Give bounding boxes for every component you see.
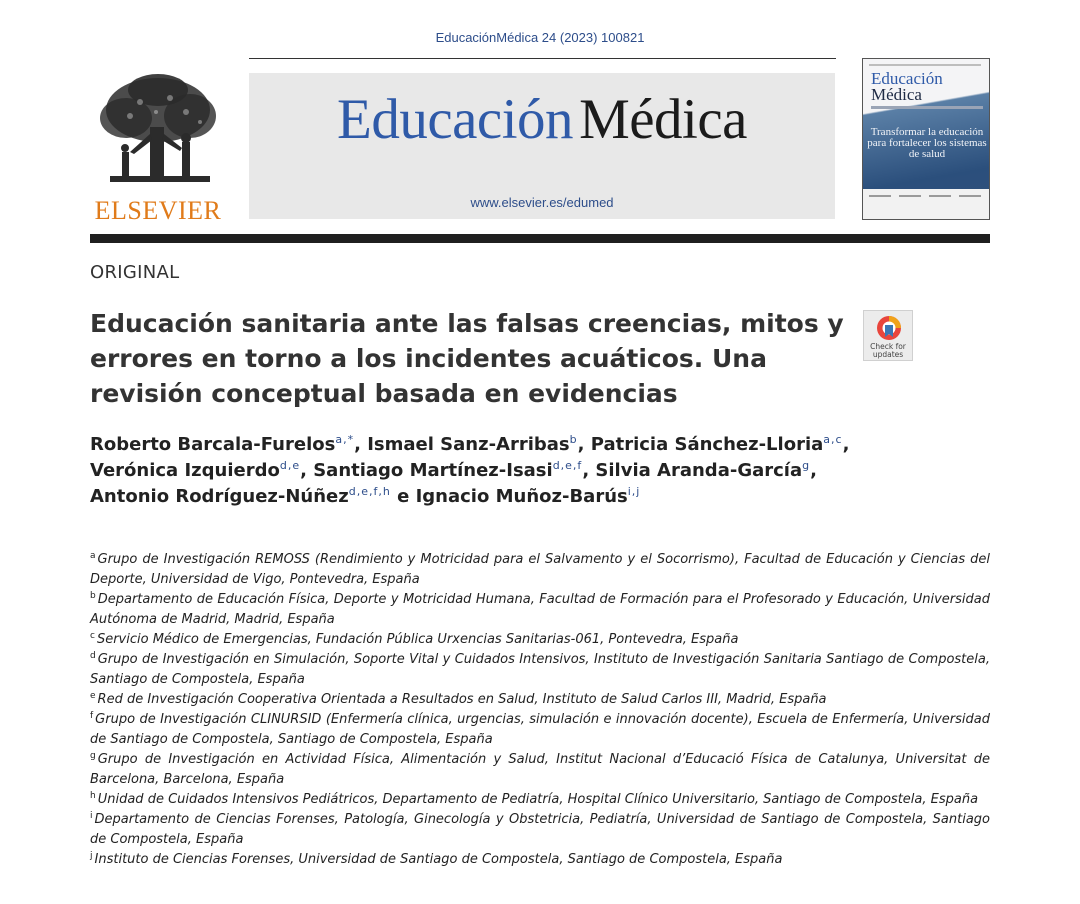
author-name[interactable]: Patricia Sánchez-Lloria bbox=[590, 434, 824, 455]
affiliation-key: d bbox=[90, 651, 96, 661]
affiliation-key: h bbox=[90, 791, 96, 801]
affiliation-item bbox=[90, 550, 990, 590]
author-affiliation-marker[interactable]: d,e,f bbox=[552, 459, 583, 472]
author-affiliation-marker[interactable]: g bbox=[802, 459, 811, 472]
elsevier-tree-icon bbox=[90, 72, 226, 192]
journal-url-link[interactable]: www.elsevier.es/edumed bbox=[470, 195, 614, 210]
affiliation-text: Grupo de Investigación REMOSS (Rendimiento y Motricidad para el Salvamento y el Socorrismo), Facultad de Educación y Ciencias del Deporte, Universidad de Vigo, Pontevedra, España bbox=[90, 552, 990, 587]
affiliation-key: a bbox=[90, 551, 96, 561]
cover-title-line2: Médica bbox=[871, 85, 922, 104]
affiliation-text: Departamento de Ciencias Forenses, Patología, Ginecología y Obstetricia, Pediatría, Universidad de Santiago de Compostela, Santiago de Compostela, España bbox=[90, 812, 990, 847]
author-affiliation-marker[interactable]: b bbox=[569, 433, 578, 446]
author-separator: , bbox=[810, 460, 817, 481]
author-name[interactable]: Verónica Izquierdo bbox=[90, 460, 280, 481]
affiliation-item bbox=[90, 710, 990, 750]
cover-headline: Transformar la educación para fortalecer los sistemas de salud bbox=[867, 126, 987, 160]
author-name[interactable]: Roberto Barcala-Furelos bbox=[90, 434, 336, 455]
cover-title bbox=[871, 71, 943, 103]
journal-citation[interactable]: EducaciónMédica 24 (2023) 100821 bbox=[435, 30, 645, 45]
author-separator: , bbox=[300, 460, 314, 481]
author-name[interactable]: Antonio Rodríguez-Núñez bbox=[90, 486, 349, 507]
header-thick-rule bbox=[90, 234, 990, 243]
cover-subtitle-bar bbox=[871, 106, 983, 109]
affiliation-text: Grupo de Investigación en Simulación, Soporte Vital y Cuidados Intensivos, Instituto de Investigación Sanitaria Santiago de Compostela, Santiago de Compostela, España bbox=[90, 652, 990, 687]
header-divider bbox=[249, 58, 836, 59]
check-for-updates-button[interactable] bbox=[863, 310, 913, 361]
affiliation-item bbox=[90, 690, 990, 710]
affiliation-item bbox=[90, 810, 990, 850]
journal-banner bbox=[249, 73, 835, 219]
affiliation-text: Departamento de Educación Física, Deporte y Motricidad Humana, Facultad de Formación para el Profesorado y Educación, Universidad Autónoma de Madrid, Madrid, España bbox=[90, 592, 990, 627]
affiliation-key: f bbox=[90, 711, 94, 721]
author-affiliation-marker[interactable]: i,j bbox=[627, 485, 641, 498]
author-name[interactable]: Ignacio Muñoz-Barús bbox=[415, 486, 628, 507]
article-type: ORIGINAL bbox=[90, 262, 180, 283]
elsevier-wordmark: ELSEVIER bbox=[94, 196, 222, 225]
affiliation-item bbox=[90, 750, 990, 790]
cover-top-rule bbox=[869, 64, 981, 66]
affiliation-item bbox=[90, 590, 990, 630]
author-name[interactable]: Santiago Martínez-Isasi bbox=[313, 460, 553, 481]
crossmark-icon bbox=[876, 315, 902, 343]
cover-footer bbox=[863, 189, 990, 219]
affiliation-item bbox=[90, 650, 990, 690]
check-for-updates-label: Check for updates bbox=[870, 342, 906, 359]
author-separator: e bbox=[390, 486, 416, 507]
journal-title-part-1: Educación bbox=[337, 88, 574, 151]
affiliation-text: Unidad de Cuidados Intensivos Pediátricos, Departamento de Pediatría, Hospital Clínico Universitario, Santiago de Compostela, España bbox=[97, 792, 979, 807]
affiliation-key: b bbox=[90, 591, 96, 601]
affiliation-key: e bbox=[90, 691, 96, 701]
journal-title bbox=[249, 87, 835, 152]
cover-title-line1: Educación bbox=[871, 69, 943, 88]
affiliation-text: Instituto de Ciencias Forenses, Universidad de Santiago de Compostela, Santiago de Compostela, España bbox=[94, 852, 783, 867]
author-separator: , bbox=[354, 434, 368, 455]
author-affiliation-marker[interactable]: d,e bbox=[279, 459, 301, 472]
affiliation-key: j bbox=[90, 851, 93, 861]
affiliation-item bbox=[90, 790, 990, 810]
author-separator: , bbox=[582, 460, 596, 481]
affiliation-item bbox=[90, 850, 990, 870]
journal-cover-thumbnail[interactable] bbox=[862, 58, 990, 220]
author-affiliation-marker[interactable]: d,e,f,h bbox=[348, 485, 391, 498]
affiliation-key: g bbox=[90, 751, 96, 761]
affiliation-text: Servicio Médico de Emergencias, Fundación Pública Urxencias Sanitarias-061, Pontevedra, España bbox=[96, 632, 739, 647]
author-affiliation-marker[interactable]: a,* bbox=[335, 433, 355, 446]
author-separator: , bbox=[577, 434, 591, 455]
journal-title-part-2: Médica bbox=[579, 88, 747, 151]
affiliation-key: c bbox=[90, 631, 95, 641]
affiliation-key: i bbox=[90, 811, 93, 821]
affiliation-list bbox=[90, 550, 990, 870]
affiliation-text: Red de Investigación Cooperativa Orientada a Resultados en Salud, Instituto de Salud Carlos III, Madrid, España bbox=[97, 692, 827, 707]
author-name[interactable]: Ismael Sanz-Arribas bbox=[367, 434, 570, 455]
article-title: Educación sanitaria ante las falsas creencias, mitos y errores en torno a los incidentes acuáticos. Una revisión conceptual basada en evidencias bbox=[90, 309, 844, 408]
author-affiliation-marker[interactable]: a,c bbox=[823, 433, 843, 446]
elsevier-logo[interactable] bbox=[90, 72, 226, 225]
author-separator: , bbox=[842, 434, 850, 455]
author-list bbox=[90, 432, 970, 510]
affiliation-item bbox=[90, 630, 990, 650]
affiliation-text: Grupo de Investigación CLINURSID (Enfermería clínica, urgencias, simulación e innovación docente), Escuela de Enfermería, Universidad de Santiago de Compostela, Santiago de Compostela, España bbox=[90, 712, 990, 747]
affiliation-text: Grupo de Investigación en Actividad Física, Alimentación y Salud, Institut Nacional d’Educació Física de Catalunya, Universitat de Barcelona, Barcelona, España bbox=[90, 752, 990, 787]
author-name[interactable]: Silvia Aranda-García bbox=[595, 460, 803, 481]
